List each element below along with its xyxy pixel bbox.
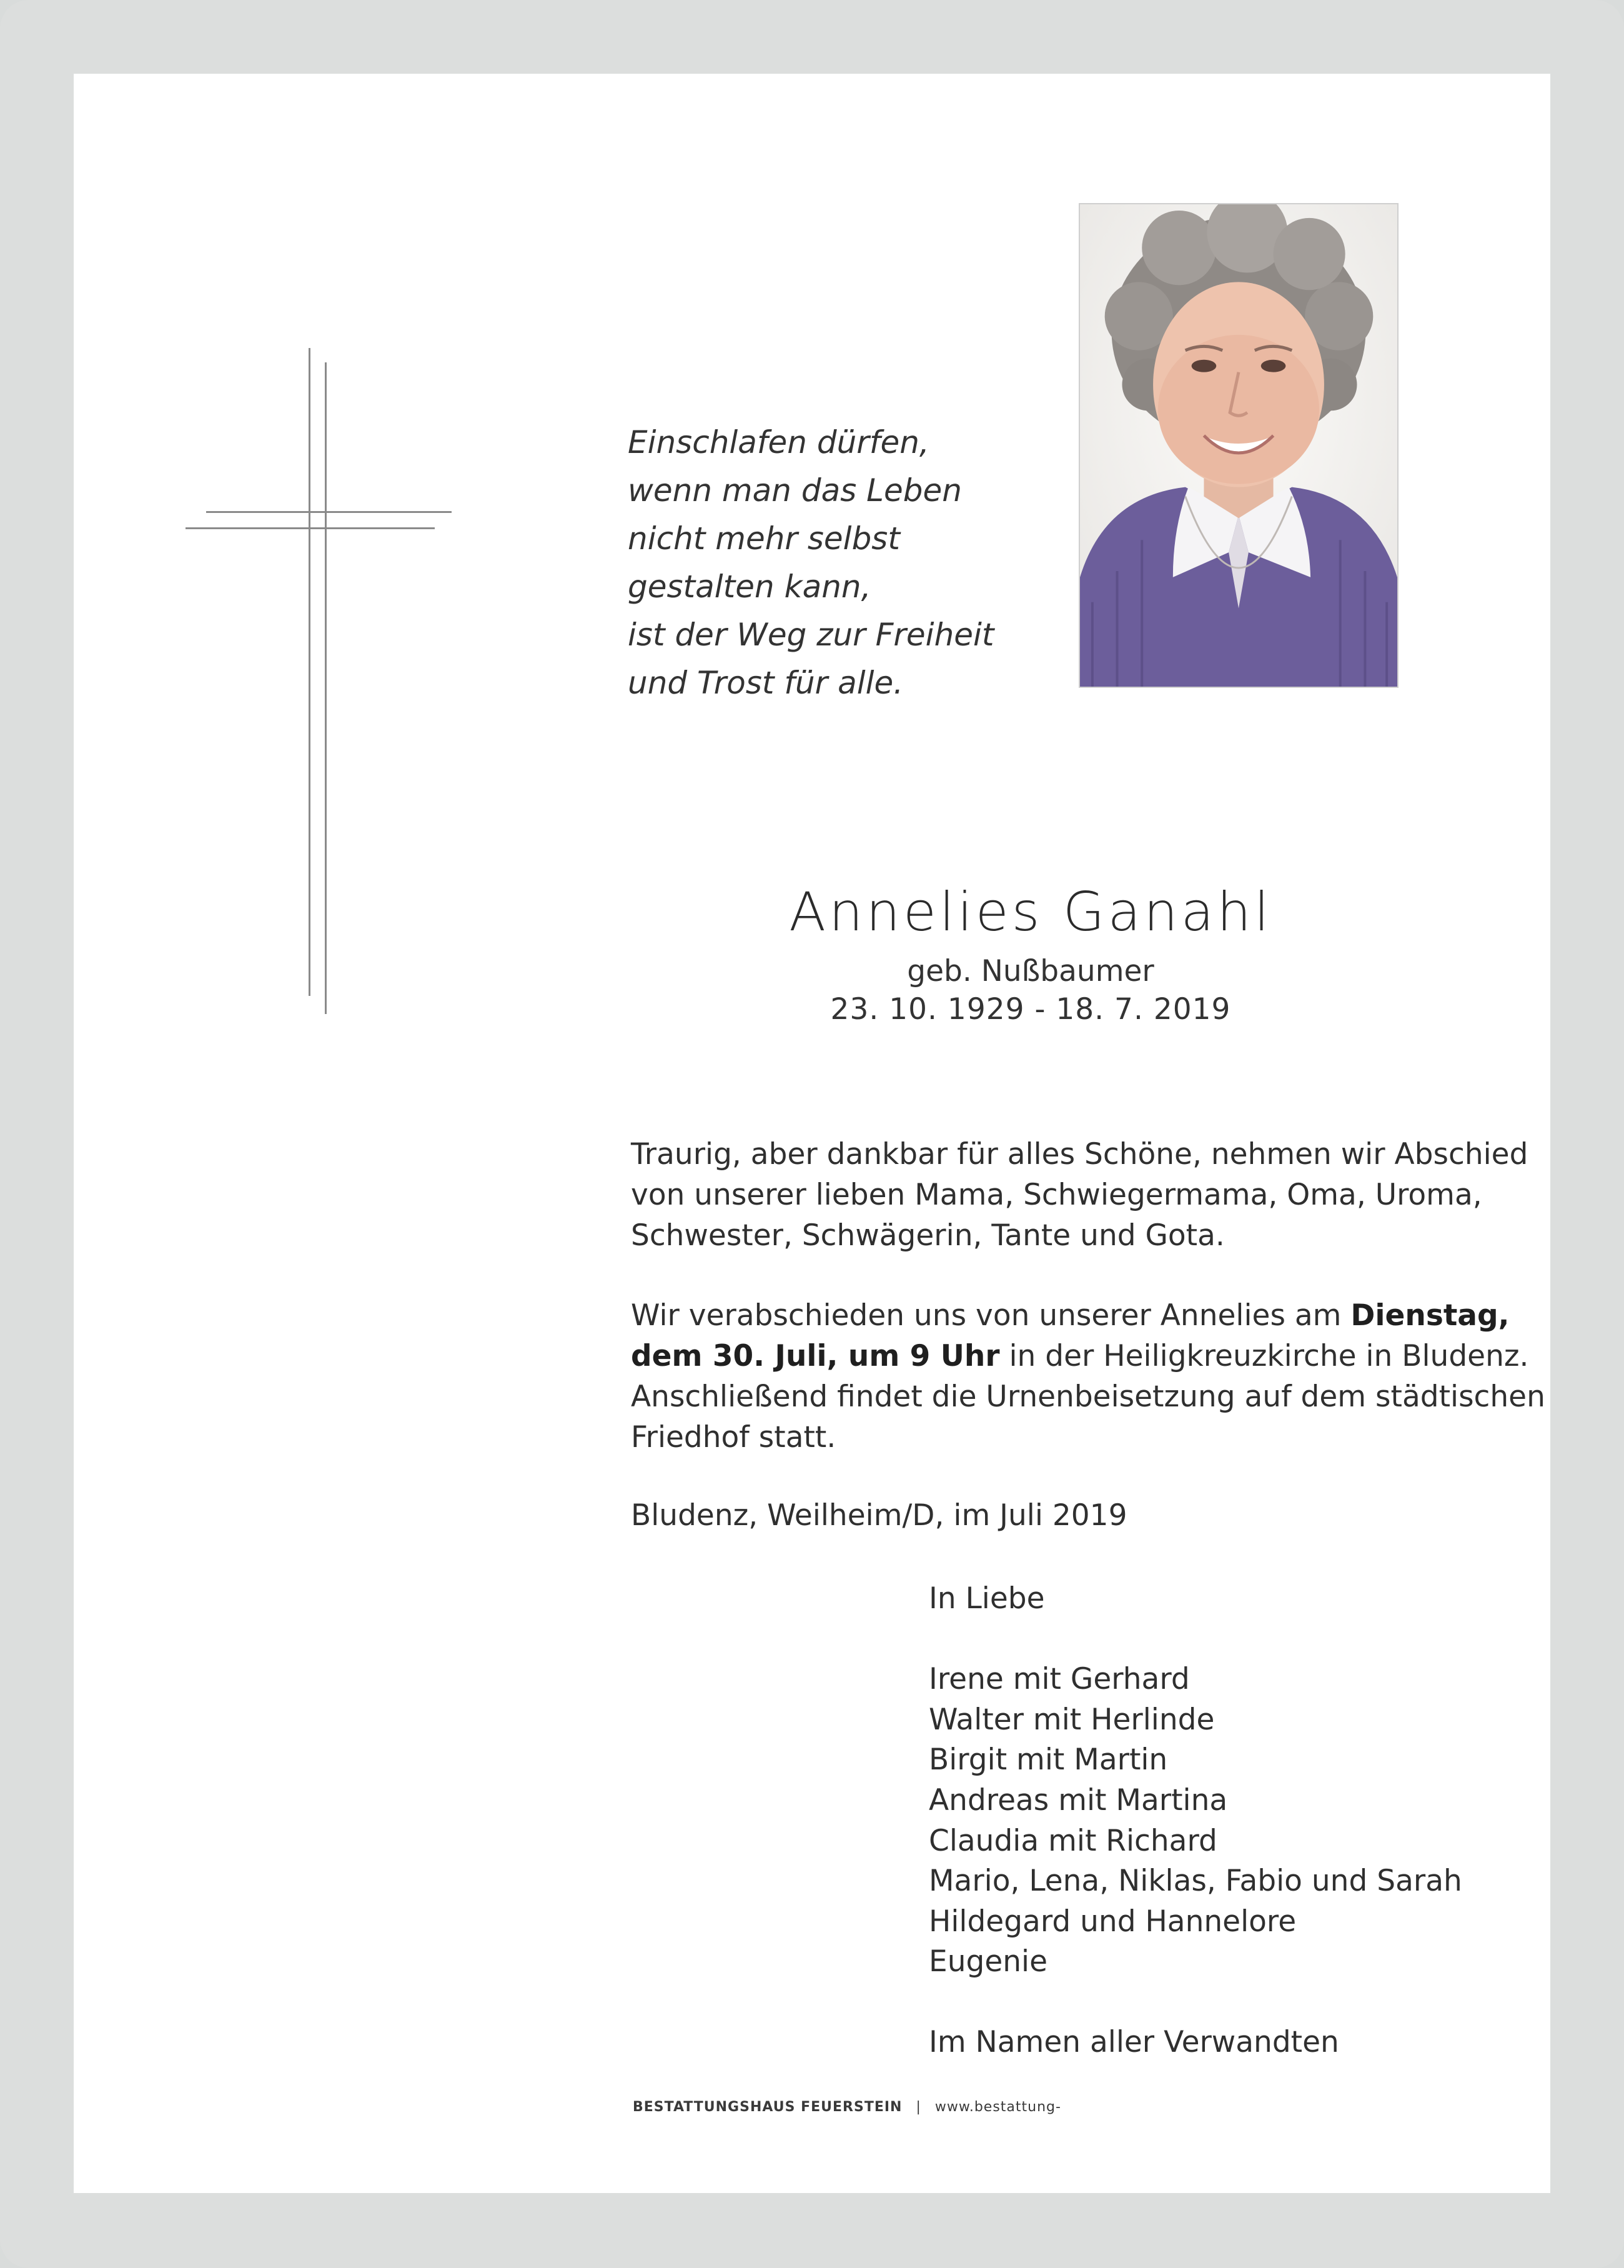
in-love-label: In Liebe <box>929 1581 1045 1616</box>
place-date: Bludenz, Weilheim/D, im Juli 2019 <box>631 1498 1127 1533</box>
closing-line: Im Namen aller Verwandten <box>929 2025 1339 2059</box>
funeral-home-name: BESTATTUNGSHAUS FEUERSTEIN <box>633 2099 903 2115</box>
portrait-photo <box>1079 203 1399 688</box>
mourner-name: Hildegard und Hannelore <box>929 1904 1297 1939</box>
deceased-name: Annelies Ganahl <box>789 881 1272 943</box>
poem-line: gestalten kann, <box>628 569 871 605</box>
mourner-name: Irene mit Gerhard <box>929 1662 1190 1696</box>
mourner-name: Walter mit Herlinde <box>929 1703 1215 1737</box>
text-span: Wir verabschieden uns von unserer Annelies am <box>631 1298 1351 1333</box>
paragraph-line: Traurig, aber dankbar für alles Schöne, nehmen wir Abschied <box>631 1137 1528 1171</box>
paragraph-line: Friedhof statt. <box>631 1420 836 1455</box>
ceremony-paragraph <box>631 1295 1545 1458</box>
poem-line: wenn man das Leben <box>628 472 962 509</box>
text-span: in der Heiligkreuzkirche in Bludenz. <box>999 1339 1529 1373</box>
poem-line: Einschlafen dürfen, <box>628 424 929 460</box>
mourner-name: Eugenie <box>929 1944 1047 1979</box>
poem-line: und Trost für alle. <box>628 665 904 701</box>
portrait-image <box>1080 204 1397 687</box>
mourner-name: Claudia mit Richard <box>929 1824 1217 1858</box>
paragraph-line: Anschließend findet die Urnenbeisetzung auf dem städtischen <box>631 1380 1545 1414</box>
farewell-paragraph <box>631 1134 1528 1256</box>
paragraph-line: Schwester, Schwägerin, Tante und Gota. <box>631 1218 1225 1253</box>
paragraph-line <box>631 1295 1510 1336</box>
mourner-name: Andreas mit Martina <box>929 1783 1228 1818</box>
footer-separator: | <box>916 2099 921 2115</box>
poem <box>628 419 1065 707</box>
paragraph-line <box>631 1336 1529 1376</box>
life-dates: 23. 10. 1929 - 18. 7. 2019 <box>830 992 1231 1027</box>
paragraph-line: von unserer lieben Mama, Schwiegermama, Oma, Uroma, <box>631 1178 1482 1212</box>
ceremony-day: Dienstag, <box>1350 1298 1510 1333</box>
footer <box>633 2099 1061 2115</box>
ceremony-date-time: dem 30. Juli, um 9 Uhr <box>631 1339 1000 1373</box>
poem-line: nicht mehr selbst <box>628 520 900 557</box>
funeral-home-url[interactable]: www.bestattung- <box>934 2099 1061 2115</box>
poem-line: ist der Weg zur Freiheit <box>628 617 994 653</box>
maiden-name: geb. Nußbaumer <box>907 954 1154 988</box>
mourner-name: Birgit mit Martin <box>929 1743 1168 1777</box>
mourner-name: Mario, Lena, Niklas, Fabio und Sarah <box>929 1864 1462 1898</box>
